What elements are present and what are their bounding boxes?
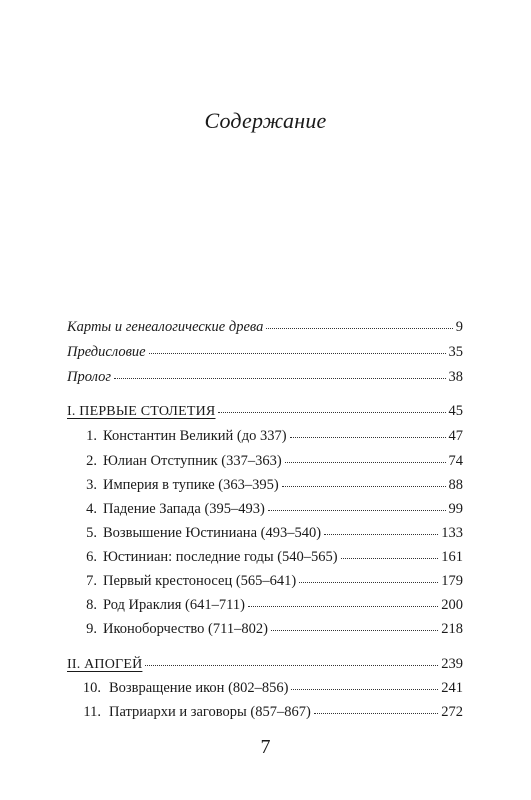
chapter-title: Возвышение Юстиниана (493–540)	[103, 525, 322, 541]
chapter-number: 6.	[86, 549, 97, 565]
chapter-page: 272	[441, 704, 463, 720]
chapter-number: 11.	[83, 704, 101, 720]
toc-chapter-7[interactable]	[79, 570, 463, 592]
toc-chapter-11[interactable]	[79, 701, 463, 723]
toc-chapter-1[interactable]	[79, 425, 463, 447]
dot-leader	[324, 524, 438, 535]
toc-chapter-3[interactable]	[79, 474, 463, 496]
toc-part-1[interactable]	[67, 400, 463, 422]
chapter-number: 4.	[86, 501, 97, 517]
toc-part-label: I. ПЕРВЫЕ СТОЛЕТИЯ	[67, 404, 216, 419]
toc-entry-label: Предисловие	[67, 344, 146, 360]
chapter-title: Константин Великий (до 337)	[103, 428, 287, 444]
toc-part-page: 45	[448, 403, 463, 419]
toc-entry-prologue[interactable]	[67, 366, 463, 388]
toc-entry-label: Карты и генеалогические древа	[67, 319, 264, 335]
dot-leader	[114, 368, 445, 379]
chapter-page: 200	[441, 597, 463, 613]
chapter-title: Падение Запада (395–493)	[103, 501, 265, 517]
chapter-title: Патриархи и заговоры (857–867)	[109, 704, 311, 720]
chapter-title: Юлиан Отступник (337–363)	[103, 453, 282, 469]
dot-leader	[282, 476, 446, 487]
chapter-page: 47	[448, 428, 463, 444]
toc-part-label: II. АПОГЕЙ	[67, 657, 143, 672]
dot-leader	[248, 596, 438, 607]
dot-leader	[218, 402, 445, 413]
toc-chapter-6[interactable]	[79, 546, 463, 568]
toc-entry-maps[interactable]	[67, 316, 463, 338]
chapter-title: Юстиниан: последние годы (540–565)	[103, 549, 338, 565]
dot-leader	[341, 548, 439, 559]
dot-leader	[271, 620, 438, 631]
chapter-title: Род Ираклия (641–711)	[103, 597, 245, 613]
toc-entry-page: 35	[448, 344, 463, 360]
chapter-page: 133	[441, 525, 463, 541]
page-title: Содержание	[204, 108, 327, 133]
dot-leader	[145, 655, 438, 666]
chapter-number: 10.	[82, 680, 101, 696]
toc-part-page: 239	[441, 656, 463, 672]
toc-chapter-5[interactable]	[79, 522, 463, 544]
dot-leader	[290, 427, 446, 438]
chapter-title: Возвращение икон (802–856)	[109, 680, 289, 696]
toc-entry-preface[interactable]	[67, 341, 463, 363]
chapter-number: 3.	[86, 477, 97, 493]
dot-leader	[268, 500, 446, 511]
dot-leader	[314, 703, 438, 714]
chapter-number: 1.	[86, 428, 97, 444]
chapter-number: 9.	[86, 621, 97, 637]
toc-entry-page: 38	[448, 369, 463, 385]
toc-chapter-2[interactable]	[79, 450, 463, 472]
dot-leader	[285, 452, 446, 463]
toc-entry-label: Пролог	[67, 369, 112, 385]
toc-chapter-10[interactable]	[79, 677, 463, 699]
chapter-page: 99	[448, 501, 463, 517]
dot-leader	[299, 572, 438, 583]
dot-leader	[266, 318, 452, 329]
chapter-number: 2.	[86, 453, 97, 469]
toc-part-2[interactable]	[67, 653, 463, 675]
dot-leader	[149, 343, 446, 354]
chapter-number: 7.	[86, 573, 97, 589]
dot-leader	[291, 679, 438, 690]
chapter-page: 161	[441, 549, 463, 565]
page-number: 7	[260, 736, 271, 758]
chapter-page: 241	[441, 680, 463, 696]
chapter-page: 218	[441, 621, 463, 637]
toc-chapter-9[interactable]	[79, 618, 463, 640]
toc-chapter-4[interactable]	[79, 498, 463, 520]
chapter-title: Первый крестоносец (565–641)	[103, 573, 297, 589]
chapter-title: Иконоборчество (711–802)	[103, 621, 268, 637]
chapter-title: Империя в тупике (363–395)	[103, 477, 279, 493]
chapter-page: 74	[448, 453, 463, 469]
toc-chapter-8[interactable]	[79, 594, 463, 616]
chapter-page: 88	[448, 477, 463, 493]
chapter-number: 5.	[86, 525, 97, 541]
chapter-number: 8.	[86, 597, 97, 613]
toc-entry-page: 9	[455, 319, 463, 335]
chapter-page: 179	[441, 573, 463, 589]
